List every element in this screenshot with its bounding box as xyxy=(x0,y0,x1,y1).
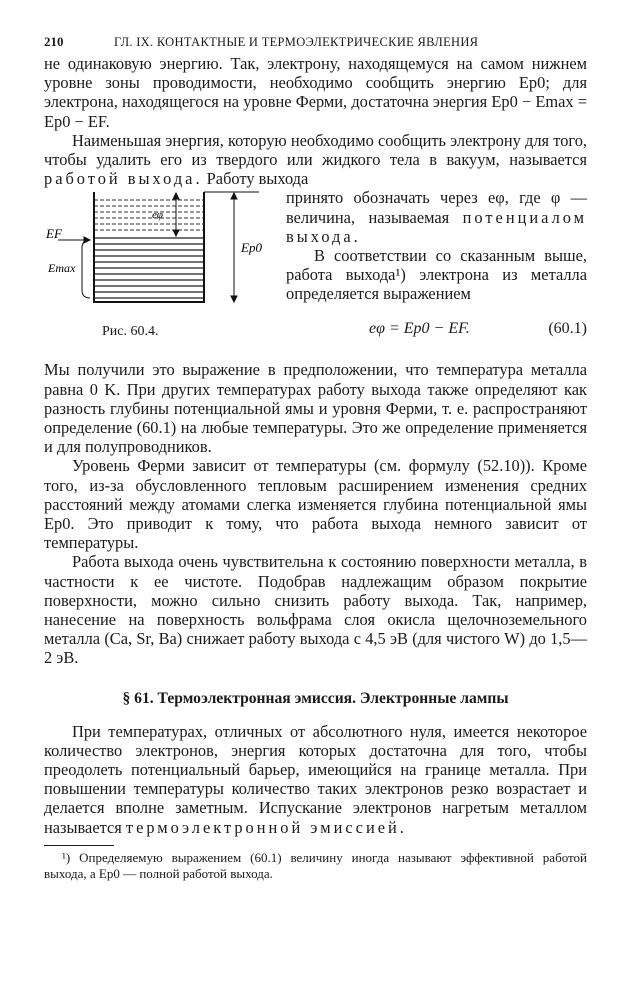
footnote-rule xyxy=(44,845,114,846)
ephi-label: eφ xyxy=(152,209,163,222)
paragraph-7 xyxy=(44,722,587,837)
running-title: ГЛ. IX. КОНТАКТНЫЕ И ТЕРМОЭЛЕКТРИЧЕСКИЕ ЯВЛЕНИЯ xyxy=(114,35,479,49)
paragraph-2 xyxy=(44,131,587,189)
section-heading: § 61. Термоэлектронная эмиссия. Электронные лампы xyxy=(122,689,509,707)
ep0-arrow xyxy=(231,193,237,302)
ef-pointer xyxy=(58,237,90,243)
equation-number: (60.1) xyxy=(548,320,587,338)
paragraph-5: Уровень Ферми зависит от температуры (см. формулу (52.10)). Кроме того, из-за обусловленного тепловым расширением изменения средних расстояний между атомами слегка изменяется глубина потенциальной ямы Ep0. Это приводит к тому, что работа выхода немного зависит от температуры. xyxy=(44,456,587,553)
dashed-levels xyxy=(94,200,204,230)
paragraph-2-side xyxy=(286,188,587,246)
paragraph-7-text: При температурах, отличных от абсолютного нуля, имеется некоторое количество электронов, энергия которых достаточна для того, чтобы преодолеть потенциальный барьер, имеющийся на границе металла. При повышении температуры количество таких электронов резко возрастает и делается вполне заметным. Испускание электронов нагретым металлом называется xyxy=(44,721,587,837)
emax-label: Emax xyxy=(48,261,76,276)
page-number: 210 xyxy=(44,34,64,49)
ef-label: EF xyxy=(46,226,62,242)
paragraph-1: не одинаковую энергию. Так, электрону, находящемуся на самом нижнем уровне зоны проводимости, необходимо сообщить энергию Ep0; для электрона, находящегося на уровне Ферми, достаточна энергия Ep0 − Emax = Ep0 − EF. xyxy=(44,54,587,131)
term-potential: потенциалом выхода. xyxy=(286,207,587,246)
paragraph-3: В соответствии со сказанным выше, работа выхода¹) электрона из металла определяется выражением xyxy=(286,246,587,304)
figure-caption: Рис. 60.4. xyxy=(102,324,159,340)
paragraph-6: Работа выхода очень чувствительна к состоянию поверхности металла, в частности к ее чистоте. Подобрав надлежащим образом покрытие поверхности, можно сильно снизить работу выхода. Так, например, нанесение на поверхность вольфрама слоя окисла щелочноземельного металла (Ca, Sr, Ba) снижает работу выхода с 4,5 эВ (для чистого W) до 1,5—2 эВ. xyxy=(44,552,587,668)
figure-block xyxy=(44,190,587,360)
ephi-arrow xyxy=(173,193,179,236)
paragraph-4: Мы получили это выражение в предположении, что температура металла равна 0 K. При других температурах работу выхода также определяют как разность глубины потенциальной ямы и уровня Ферми, т. е. распространяют определение (60.1) на любые температуры. Это же определение применяется и для полупроводников. xyxy=(44,360,587,457)
footnote: ¹) Определяемую выражением (60.1) величину иногда называют эффективной работой выхода, а Ep0 — полной работой выхода. xyxy=(44,849,587,881)
term-work-function: работой выхода. xyxy=(44,169,203,189)
emax-bracket xyxy=(82,240,90,298)
paragraph-2-side-text: принято обозначать через eφ, где φ — величина, называемая xyxy=(286,188,587,227)
paragraph-2-text: Наименьшая энергия, которую необходимо сообщить электрону для того, чтобы удалить его из твердого или жидкого тела в вакуум, называется xyxy=(44,130,587,170)
page xyxy=(44,34,587,882)
term-thermionic-emission: термоэлектронной эмиссией. xyxy=(125,817,407,837)
equation-60-1: eφ = Ep0 − EF. xyxy=(369,320,470,338)
ep0-label: Ep0 xyxy=(241,240,262,256)
running-header xyxy=(44,34,587,54)
paragraph-2-cont: Работу выхода xyxy=(206,169,309,189)
potential-well-figure xyxy=(44,190,264,316)
filled-levels xyxy=(94,238,204,298)
figure-side-text xyxy=(286,188,587,303)
